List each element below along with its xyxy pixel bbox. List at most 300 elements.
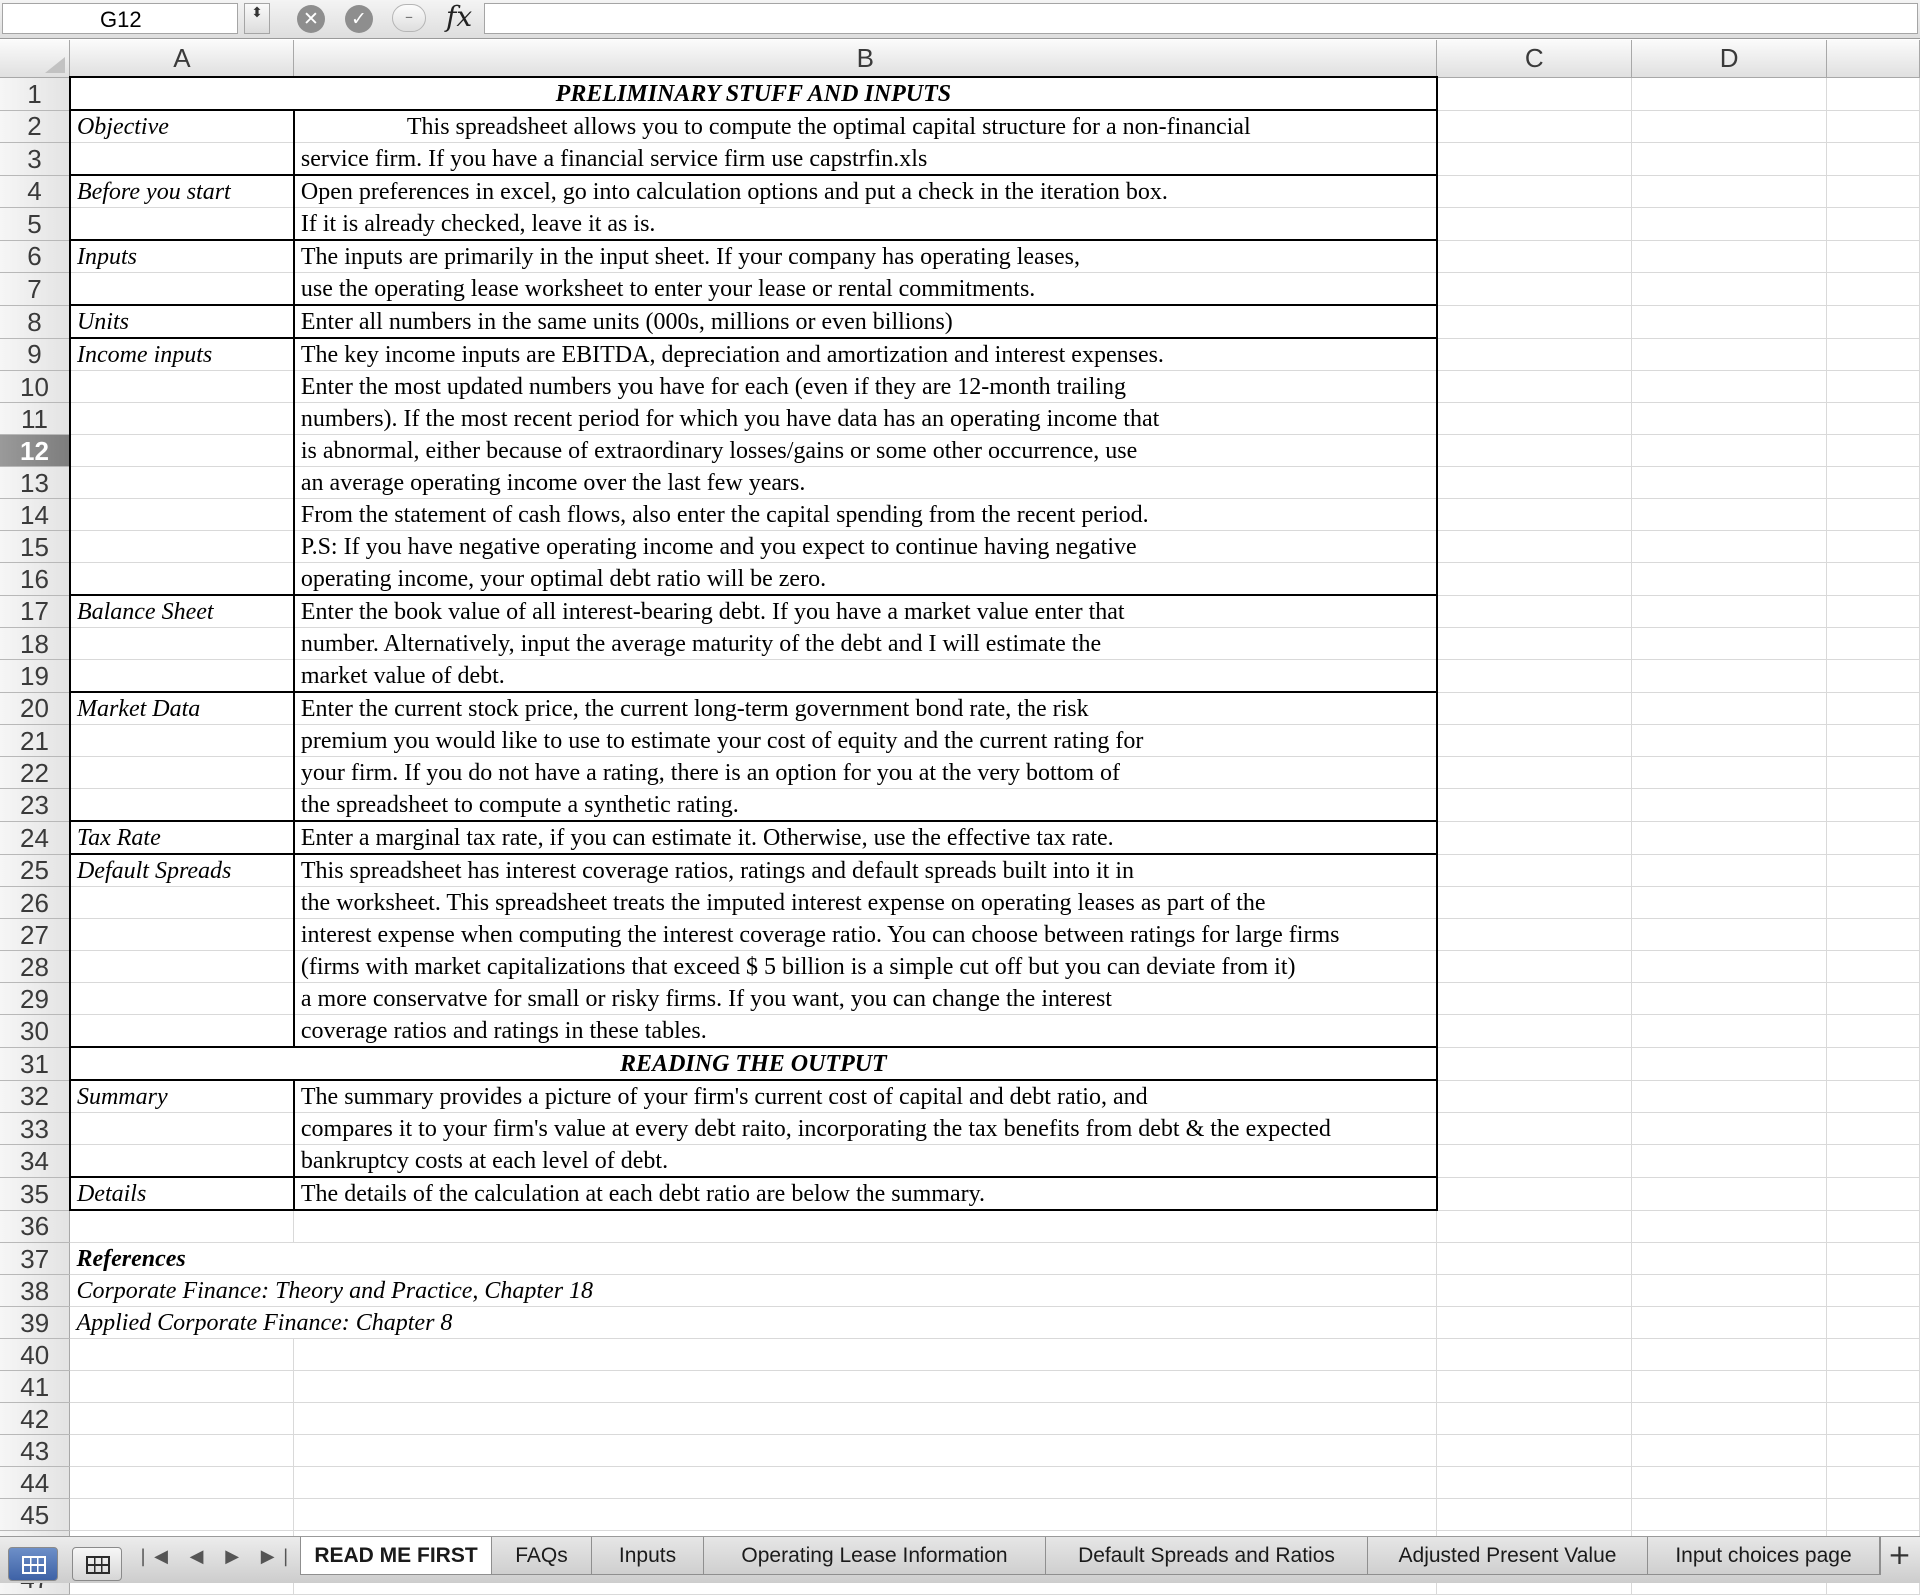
cell-description[interactable]: The summary provides a picture of your firm's current cost of capital and debt ratio, and — [294, 1080, 1437, 1113]
row-header[interactable]: 15 — [0, 531, 70, 563]
row-header[interactable]: 9 — [0, 338, 70, 371]
cell-label[interactable] — [70, 273, 294, 306]
cell-label[interactable] — [70, 951, 294, 983]
row-header[interactable]: 27 — [0, 919, 70, 951]
row-header[interactable]: 33 — [0, 1113, 70, 1145]
cell-description[interactable] — [294, 1403, 1437, 1435]
row-header[interactable]: 22 — [0, 757, 70, 789]
row-header[interactable]: 16 — [0, 563, 70, 596]
cell-d[interactable] — [1632, 1145, 1827, 1178]
cell-e[interactable] — [1827, 110, 1920, 143]
cell-description[interactable] — [294, 1467, 1437, 1499]
cell-e[interactable] — [1827, 595, 1920, 628]
cell-e[interactable] — [1827, 725, 1920, 757]
row-header[interactable]: 28 — [0, 951, 70, 983]
cell-description[interactable]: If it is already checked, leave it as is. — [294, 208, 1437, 241]
row-header[interactable]: 11 — [0, 403, 70, 435]
cell-d[interactable] — [1632, 77, 1827, 110]
cell-e[interactable] — [1827, 1015, 1920, 1048]
row-header[interactable]: 31 — [0, 1047, 70, 1080]
cell-e[interactable] — [1827, 983, 1920, 1015]
reference-cell[interactable]: Applied Corporate Finance: Chapter 8 — [70, 1307, 1437, 1339]
cell-c[interactable] — [1437, 143, 1632, 176]
cell-description[interactable]: numbers). If the most recent period for which you have data has an operating income that — [294, 403, 1437, 435]
cell-label[interactable] — [70, 531, 294, 563]
cell-c[interactable] — [1437, 1113, 1632, 1145]
cell-c[interactable] — [1437, 757, 1632, 789]
name-box-dropdown-icon[interactable]: ⬍ — [244, 3, 270, 34]
cell-label[interactable] — [70, 563, 294, 596]
cell-d[interactable] — [1632, 692, 1827, 725]
cell-c[interactable] — [1437, 403, 1632, 435]
cell-e[interactable] — [1827, 1113, 1920, 1145]
cell-d[interactable] — [1632, 854, 1827, 887]
row-header[interactable]: 12 — [0, 435, 70, 467]
add-sheet-button[interactable]: + — [1880, 1537, 1918, 1575]
cell-c[interactable] — [1437, 983, 1632, 1015]
cell-c[interactable] — [1437, 789, 1632, 822]
cell-e[interactable] — [1827, 919, 1920, 951]
name-box[interactable]: G12 — [2, 3, 238, 34]
cell-d[interactable] — [1632, 951, 1827, 983]
cell-description[interactable]: (firms with market capitalizations that exceed $ 5 billion is a simple cut off but you can deviate from it) — [294, 951, 1437, 983]
cell-label[interactable]: Before you start — [70, 175, 294, 208]
cell-description[interactable]: The details of the calculation at each debt ratio are below the summary. — [294, 1177, 1437, 1210]
row-header[interactable]: 26 — [0, 887, 70, 919]
row-header[interactable]: 35 — [0, 1177, 70, 1210]
cell-d[interactable] — [1632, 887, 1827, 919]
cell-d[interactable] — [1632, 1047, 1827, 1080]
cell-c[interactable] — [1437, 692, 1632, 725]
cell-label[interactable] — [70, 1210, 294, 1243]
cell-d[interactable] — [1632, 1080, 1827, 1113]
cell-d[interactable] — [1632, 143, 1827, 176]
normal-view-button[interactable] — [8, 1547, 58, 1581]
cell-e[interactable] — [1827, 692, 1920, 725]
cell-d[interactable] — [1632, 1307, 1827, 1339]
cell-c[interactable] — [1437, 1467, 1632, 1499]
cell-d[interactable] — [1632, 1467, 1827, 1499]
cell-e[interactable] — [1827, 77, 1920, 110]
row-header[interactable]: 3 — [0, 143, 70, 176]
cell-d[interactable] — [1632, 1371, 1827, 1403]
section-title[interactable]: PRELIMINARY STUFF AND INPUTS — [70, 77, 1437, 110]
grid-row — [0, 1080, 1920, 1113]
cell-c[interactable] — [1437, 467, 1632, 499]
cell-c[interactable] — [1437, 208, 1632, 241]
cell-description[interactable]: is abnormal, either because of extraordinary losses/gains or some other occurrence, use — [294, 435, 1437, 467]
cell-c[interactable] — [1437, 371, 1632, 403]
cell-c[interactable] — [1437, 1371, 1632, 1403]
reference-cell[interactable]: References — [70, 1243, 1437, 1275]
page-layout-view-button[interactable] — [72, 1547, 122, 1581]
cell-d[interactable] — [1632, 110, 1827, 143]
cell-description[interactable]: Open preferences in excel, go into calculation options and put a check in the iteration box. — [294, 175, 1437, 208]
cell-label[interactable] — [70, 143, 294, 176]
section-title[interactable]: READING THE OUTPUT — [70, 1047, 1437, 1080]
select-all-corner[interactable] — [0, 40, 70, 77]
cell-c[interactable] — [1437, 919, 1632, 951]
row-header[interactable]: 41 — [0, 1371, 70, 1403]
cell-c[interactable] — [1437, 435, 1632, 467]
cell-e[interactable] — [1827, 403, 1920, 435]
row-header[interactable]: 18 — [0, 628, 70, 660]
row-header[interactable]: 40 — [0, 1339, 70, 1371]
cell-e[interactable] — [1827, 531, 1920, 563]
row-header[interactable]: 19 — [0, 660, 70, 693]
cell-description[interactable] — [294, 1371, 1437, 1403]
cell-description[interactable]: your firm. If you do not have a rating, there is an option for you at the very bottom of — [294, 757, 1437, 789]
tab-read-me-first[interactable]: READ ME FIRST — [300, 1537, 492, 1575]
cell-e[interactable] — [1827, 789, 1920, 822]
cell-label[interactable]: Default Spreads — [70, 854, 294, 887]
cell-e[interactable] — [1827, 563, 1920, 596]
row-header[interactable]: 24 — [0, 821, 70, 854]
row-header[interactable]: 39 — [0, 1307, 70, 1339]
cell-e[interactable] — [1827, 1145, 1920, 1178]
cell-e[interactable] — [1827, 887, 1920, 919]
cell-description[interactable]: This spreadsheet has interest coverage ratios, ratings and default spreads built into it in — [294, 854, 1437, 887]
cell-d[interactable] — [1632, 628, 1827, 660]
cell-description[interactable]: From the statement of cash flows, also enter the capital spending from the recent period. — [294, 499, 1437, 531]
cell-c[interactable] — [1437, 1047, 1632, 1080]
cell-c[interactable] — [1437, 1015, 1632, 1048]
cell-e[interactable] — [1827, 240, 1920, 273]
cell-d[interactable] — [1632, 595, 1827, 628]
row-header[interactable]: 44 — [0, 1467, 70, 1499]
cell-d[interactable] — [1632, 208, 1827, 241]
cell-description[interactable]: coverage ratios and ratings in these tables. — [294, 1015, 1437, 1048]
cell-label[interactable]: Income inputs — [70, 338, 294, 371]
tab-adjusted-present-value[interactable]: Adjusted Present Value — [1368, 1537, 1648, 1575]
cell-e[interactable] — [1827, 1243, 1920, 1275]
cancel-entry-icon[interactable]: ✕ — [297, 5, 325, 33]
column-header-a[interactable]: A — [70, 40, 294, 77]
cell-description[interactable]: operating income, your optimal debt ratio will be zero. — [294, 563, 1437, 596]
cell-label[interactable] — [70, 983, 294, 1015]
sheet-navigation-arrows-icon[interactable]: |◀ ◀ ▶ ▶| — [140, 1546, 297, 1567]
row-header[interactable]: 30 — [0, 1015, 70, 1048]
cell-label[interactable] — [70, 757, 294, 789]
cell-d[interactable] — [1632, 305, 1827, 338]
cell-description[interactable]: market value of debt. — [294, 660, 1437, 693]
cell-description[interactable]: Enter the current stock price, the current long-term government bond rate, the risk — [294, 692, 1437, 725]
cell-c[interactable] — [1437, 499, 1632, 531]
cell-label[interactable] — [70, 403, 294, 435]
cell-label[interactable]: Units — [70, 305, 294, 338]
grid-row — [0, 240, 1920, 273]
cell-c[interactable] — [1437, 1145, 1632, 1178]
cell-c[interactable] — [1437, 725, 1632, 757]
cell-label[interactable] — [70, 467, 294, 499]
cell-label[interactable] — [70, 1371, 294, 1403]
column-header-b[interactable]: B — [294, 40, 1437, 77]
cell-e[interactable] — [1827, 1371, 1920, 1403]
row-header[interactable]: 1 — [0, 77, 70, 110]
cell-description[interactable]: P.S: If you have negative operating income and you expect to continue having negative — [294, 531, 1437, 563]
cell-d[interactable] — [1632, 371, 1827, 403]
cell-c[interactable] — [1437, 951, 1632, 983]
row-header[interactable]: 4 — [0, 175, 70, 208]
cell-description[interactable]: Enter the book value of all interest-bearing debt. If you have a market value enter that — [294, 595, 1437, 628]
formula-input[interactable] — [484, 3, 1918, 34]
cell-d[interactable] — [1632, 789, 1827, 822]
row-header[interactable]: 43 — [0, 1435, 70, 1467]
grid-row — [0, 1047, 1920, 1080]
cell-e[interactable] — [1827, 951, 1920, 983]
cell-description[interactable]: the spreadsheet to compute a synthetic rating. — [294, 789, 1437, 822]
cell-c[interactable] — [1437, 175, 1632, 208]
cell-c[interactable] — [1437, 1080, 1632, 1113]
cell-d[interactable] — [1632, 757, 1827, 789]
tab-faqs[interactable]: FAQs — [492, 1537, 592, 1575]
cell-d[interactable] — [1632, 1210, 1827, 1243]
column-header-e[interactable] — [1827, 40, 1920, 77]
tab-operating-lease-information[interactable]: Operating Lease Information — [704, 1537, 1046, 1575]
cell-c[interactable] — [1437, 1403, 1632, 1435]
cell-c[interactable] — [1437, 1435, 1632, 1467]
cell-e[interactable] — [1827, 467, 1920, 499]
cell-label[interactable] — [70, 789, 294, 822]
cell-e[interactable] — [1827, 208, 1920, 241]
row-header[interactable]: 34 — [0, 1145, 70, 1178]
cell-e[interactable] — [1827, 273, 1920, 306]
cell-e[interactable] — [1827, 660, 1920, 693]
cell-d[interactable] — [1632, 499, 1827, 531]
cell-description[interactable]: Enter all numbers in the same units (000s, millions or even billions) — [294, 305, 1437, 338]
cell-e[interactable] — [1827, 1435, 1920, 1467]
cell-c[interactable] — [1437, 273, 1632, 306]
cell-c[interactable] — [1437, 595, 1632, 628]
grid-row — [0, 143, 1920, 176]
cell-label[interactable] — [70, 1403, 294, 1435]
row-header[interactable]: 7 — [0, 273, 70, 306]
cell-d[interactable] — [1632, 821, 1827, 854]
cell-e[interactable] — [1827, 1080, 1920, 1113]
cell-e[interactable] — [1827, 143, 1920, 176]
cell-description[interactable]: The key income inputs are EBITDA, depreciation and amortization and interest expenses. — [294, 338, 1437, 371]
cell-d[interactable] — [1632, 1177, 1827, 1210]
cell-c[interactable] — [1437, 1210, 1632, 1243]
row-header[interactable]: 45 — [0, 1499, 70, 1531]
row-header[interactable]: 32 — [0, 1080, 70, 1113]
cell-c[interactable] — [1437, 660, 1632, 693]
cell-description[interactable]: an average operating income over the last few years. — [294, 467, 1437, 499]
tab-input-choices-page[interactable]: Input choices page — [1648, 1537, 1880, 1575]
row-header[interactable]: 5 — [0, 208, 70, 241]
grid-view-icon — [22, 1556, 46, 1574]
tab-default-spreads-and-ratios[interactable]: Default Spreads and Ratios — [1046, 1537, 1368, 1575]
cell-e[interactable] — [1827, 499, 1920, 531]
cell-label[interactable]: Summary — [70, 1080, 294, 1113]
cell-e[interactable] — [1827, 371, 1920, 403]
row-header[interactable]: 21 — [0, 725, 70, 757]
cell-e[interactable] — [1827, 1210, 1920, 1243]
cell-label[interactable] — [70, 1015, 294, 1048]
cell-c[interactable] — [1437, 854, 1632, 887]
row-header[interactable]: 20 — [0, 692, 70, 725]
cell-description[interactable]: interest expense when computing the interest coverage ratio. You can choose between ratings for large firms — [294, 919, 1437, 951]
cell-e[interactable] — [1827, 1177, 1920, 1210]
cell-label[interactable] — [70, 919, 294, 951]
grid-row — [0, 499, 1920, 531]
cell-e[interactable] — [1827, 1275, 1920, 1307]
cell-description[interactable]: This spreadsheet allows you to compute the optimal capital structure for a non-financial — [294, 110, 1437, 143]
cell-label[interactable] — [70, 208, 294, 241]
cell-e[interactable] — [1827, 435, 1920, 467]
row-header[interactable]: 2 — [0, 110, 70, 143]
cell-label[interactable]: Inputs — [70, 240, 294, 273]
grid-row — [0, 789, 1920, 822]
cell-c[interactable] — [1437, 77, 1632, 110]
cell-e[interactable] — [1827, 757, 1920, 789]
cell-e[interactable] — [1827, 854, 1920, 887]
column-header-c[interactable]: C — [1437, 40, 1632, 77]
cell-d[interactable] — [1632, 983, 1827, 1015]
cell-c[interactable] — [1437, 110, 1632, 143]
cell-d[interactable] — [1632, 403, 1827, 435]
cell-e[interactable] — [1827, 821, 1920, 854]
cell-label[interactable] — [70, 1339, 294, 1371]
cell-c[interactable] — [1437, 338, 1632, 371]
grid-row — [0, 208, 1920, 241]
row-header[interactable]: 10 — [0, 371, 70, 403]
cell-e[interactable] — [1827, 1307, 1920, 1339]
cell-description[interactable]: the worksheet. This spreadsheet treats the imputed interest expense on operating leases as part of the — [294, 887, 1437, 919]
tab-inputs[interactable]: Inputs — [592, 1537, 704, 1575]
cell-label[interactable] — [70, 628, 294, 660]
cell-description[interactable]: compares it to your firm's value at every debt raito, incorporating the tax benefits from debt & the expected — [294, 1113, 1437, 1145]
cell-e[interactable] — [1827, 1047, 1920, 1080]
grid-row — [0, 757, 1920, 789]
row-header[interactable]: 6 — [0, 240, 70, 273]
cell-e[interactable] — [1827, 1339, 1920, 1371]
cell-label[interactable]: Balance Sheet — [70, 595, 294, 628]
cell-description[interactable] — [294, 1435, 1437, 1467]
cell-d[interactable] — [1632, 467, 1827, 499]
confirm-entry-icon[interactable]: ✓ — [345, 5, 373, 33]
cell-label[interactable] — [70, 725, 294, 757]
cell-c[interactable] — [1437, 305, 1632, 338]
cell-c[interactable] — [1437, 821, 1632, 854]
cell-label[interactable] — [70, 1467, 294, 1499]
cell-d[interactable] — [1632, 1015, 1827, 1048]
cell-e[interactable] — [1827, 338, 1920, 371]
cell-c[interactable] — [1437, 563, 1632, 596]
cell-d[interactable] — [1632, 1113, 1827, 1145]
cell-d[interactable] — [1632, 1435, 1827, 1467]
cell-description[interactable] — [294, 1499, 1437, 1531]
row-header[interactable]: 8 — [0, 305, 70, 338]
cell-c[interactable] — [1437, 1243, 1632, 1275]
cell-label[interactable] — [70, 1145, 294, 1178]
cell-e[interactable] — [1827, 175, 1920, 208]
row-header[interactable]: 36 — [0, 1210, 70, 1243]
cell-e[interactable] — [1827, 628, 1920, 660]
grid-row — [0, 1371, 1920, 1403]
cell-d[interactable] — [1632, 1243, 1827, 1275]
cell-d[interactable] — [1632, 919, 1827, 951]
cell-d[interactable] — [1632, 1403, 1827, 1435]
cell-d[interactable] — [1632, 531, 1827, 563]
cell-label[interactable] — [70, 435, 294, 467]
cell-d[interactable] — [1632, 175, 1827, 208]
cell-d[interactable] — [1632, 660, 1827, 693]
cell-description[interactable]: bankruptcy costs at each level of debt. — [294, 1145, 1437, 1178]
cell-description[interactable] — [294, 1339, 1437, 1371]
cell-d[interactable] — [1632, 273, 1827, 306]
cell-c[interactable] — [1437, 628, 1632, 660]
cell-d[interactable] — [1632, 240, 1827, 273]
cell-e[interactable] — [1827, 1403, 1920, 1435]
reference-cell[interactable]: Corporate Finance: Theory and Practice, Chapter 18 — [70, 1275, 1437, 1307]
cell-c[interactable] — [1437, 1177, 1632, 1210]
row-header[interactable]: 38 — [0, 1275, 70, 1307]
cell-label[interactable]: Objective — [70, 110, 294, 143]
cell-description[interactable]: service firm. If you have a financial service firm use capstrfin.xls — [294, 143, 1437, 176]
cell-label[interactable] — [70, 499, 294, 531]
cell-description[interactable]: use the operating lease worksheet to enter your lease or rental commitments. — [294, 273, 1437, 306]
cell-description[interactable]: Enter the most updated numbers you have for each (even if they are 12-month trailing — [294, 371, 1437, 403]
column-header-d[interactable]: D — [1632, 40, 1827, 77]
cell-description[interactable]: a more conservatve for small or risky firms. If you want, you can change the interest — [294, 983, 1437, 1015]
cell-d[interactable] — [1632, 1339, 1827, 1371]
cell-description[interactable]: number. Alternatively, input the average maturity of the debt and I will estimate the — [294, 628, 1437, 660]
cell-e[interactable] — [1827, 1467, 1920, 1499]
cell-description[interactable]: The inputs are primarily in the input sheet. If your company has operating leases, — [294, 240, 1437, 273]
cell-d[interactable] — [1632, 725, 1827, 757]
cell-label[interactable] — [70, 371, 294, 403]
cell-d[interactable] — [1632, 563, 1827, 596]
row-header[interactable]: 14 — [0, 499, 70, 531]
cell-label[interactable]: Market Data — [70, 692, 294, 725]
cell-label[interactable] — [70, 1435, 294, 1467]
cell-c[interactable] — [1437, 1307, 1632, 1339]
cell-d[interactable] — [1632, 338, 1827, 371]
cell-label[interactable] — [70, 1499, 294, 1531]
row-header[interactable]: 42 — [0, 1403, 70, 1435]
cell-d[interactable] — [1632, 1499, 1827, 1531]
cell-description[interactable]: Enter a marginal tax rate, if you can estimate it. Otherwise, use the effective tax rate. — [294, 821, 1437, 854]
cell-c[interactable] — [1437, 240, 1632, 273]
cell-e[interactable] — [1827, 1499, 1920, 1531]
row-header[interactable]: 25 — [0, 854, 70, 887]
cell-description[interactable]: premium you would like to use to estimate your cost of equity and the current rating for — [294, 725, 1437, 757]
row-header[interactable]: 23 — [0, 789, 70, 822]
cell-c[interactable] — [1437, 1499, 1632, 1531]
grid-row — [0, 1210, 1920, 1243]
cell-d[interactable] — [1632, 435, 1827, 467]
cell-e[interactable] — [1827, 305, 1920, 338]
cell-label[interactable] — [70, 1113, 294, 1145]
row-header[interactable]: 37 — [0, 1243, 70, 1275]
cell-c[interactable] — [1437, 531, 1632, 563]
cell-label[interactable]: Tax Rate — [70, 821, 294, 854]
cell-description[interactable] — [294, 1210, 1437, 1243]
cell-c[interactable] — [1437, 1275, 1632, 1307]
row-header[interactable]: 17 — [0, 595, 70, 628]
cell-c[interactable] — [1437, 887, 1632, 919]
grid-row — [0, 1403, 1920, 1435]
cell-d[interactable] — [1632, 1275, 1827, 1307]
row-header[interactable]: 13 — [0, 467, 70, 499]
cell-label[interactable]: Details — [70, 1177, 294, 1210]
cell-c[interactable] — [1437, 1339, 1632, 1371]
row-header[interactable]: 29 — [0, 983, 70, 1015]
insert-function-button[interactable]: – — [392, 4, 426, 32]
cell-label[interactable] — [70, 660, 294, 693]
cell-label[interactable] — [70, 887, 294, 919]
